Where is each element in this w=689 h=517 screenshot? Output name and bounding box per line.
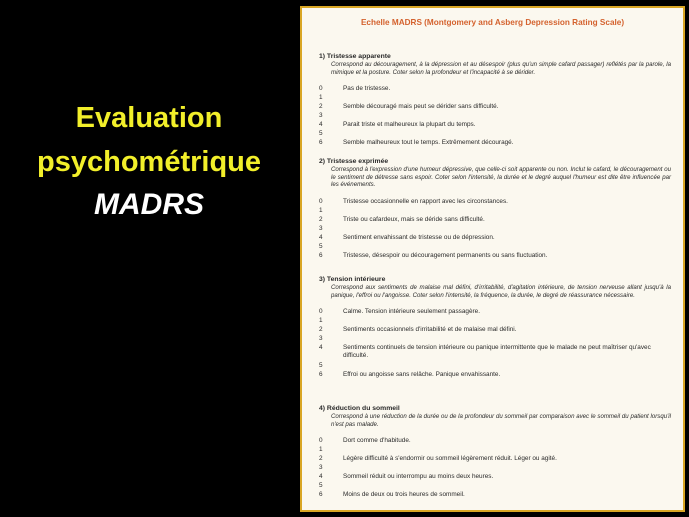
- score-number: 6: [319, 491, 323, 499]
- score-number: 4: [319, 121, 323, 129]
- score-text: Tristesse, désespoir ou découragement permanents ou sans fluctuation.: [343, 251, 548, 259]
- score-number: 1: [319, 446, 323, 454]
- slide-title-line1: Evaluation: [75, 102, 223, 134]
- score-text: Parait triste et malheureux la plupart du temps.: [343, 121, 476, 129]
- score-item: [319, 371, 671, 380]
- section-tristesse-apparente: [319, 53, 671, 148]
- score-number: 5: [319, 482, 323, 490]
- score-list: [319, 85, 671, 148]
- score-item: [319, 344, 671, 362]
- score-item: [319, 243, 671, 252]
- score-text: Dort comme d'habitude.: [343, 437, 411, 445]
- score-number: 4: [319, 233, 323, 241]
- score-number: 3: [319, 112, 323, 120]
- score-item: [319, 446, 671, 455]
- score-number: 0: [319, 85, 323, 93]
- score-number: 4: [319, 473, 323, 481]
- madrs-document: [300, 6, 685, 512]
- score-number: 0: [319, 308, 323, 316]
- score-text: Sentiments continuels de tension intérieure ou panique intermittente que le malade ne peut maîtriser qu'avec difficulté.: [343, 344, 651, 360]
- score-item: [319, 207, 671, 216]
- score-item: [319, 94, 671, 103]
- section-description: Correspond au découragement, à la dépression et au désespoir (plus qu'un simple cafard passager) reflétés par la parole, la mimique et la posture. Coter selon la profondeur et l'incapacité à se dérider.: [331, 61, 671, 76]
- score-item: [319, 103, 671, 112]
- score-item: [319, 234, 671, 243]
- score-list: [319, 308, 671, 380]
- score-item: [319, 225, 671, 234]
- score-text: Triste ou cafardeux, mais se déride sans difficulté.: [343, 215, 485, 223]
- score-text: Sentiments occasionnels d'irritabilité et de malaise mal défini.: [343, 326, 517, 334]
- slide-title-line2: psychométrique: [37, 146, 261, 178]
- score-number: 1: [319, 206, 323, 214]
- score-number: 1: [319, 317, 323, 325]
- score-item: [319, 491, 671, 500]
- score-number: 3: [319, 335, 323, 343]
- score-number: 5: [319, 242, 323, 250]
- score-number: 5: [319, 130, 323, 138]
- score-item: [319, 198, 671, 207]
- score-item: [319, 112, 671, 121]
- score-item: [319, 464, 671, 473]
- score-text: Légère difficulté à s'endormir ou sommeil légèrement réduit. Léger ou agité.: [343, 455, 557, 463]
- score-item: [319, 216, 671, 225]
- score-number: 4: [319, 344, 323, 352]
- score-number: 6: [319, 139, 323, 147]
- document-title: Echelle MADRS (Montgomery and Asberg Depression Rating Scale): [360, 18, 625, 27]
- score-item: [319, 437, 671, 446]
- section-tristesse-exprimee: [319, 158, 671, 261]
- score-text: Tristesse occasionnelle en rapport avec les circonstances.: [343, 197, 508, 205]
- score-text: Sommeil réduit ou interrompu au moins deux heures.: [343, 473, 494, 481]
- section-description: Correspond à l'expression d'une humeur dépressive, que celle-ci soit apparente ou non. Inclut le cafard, le découragement ou le sentiment de détresse sans espoir. Coter selon l'intensité, la durée et le degré auquel l'humeur est dite être influencée par les événements.: [331, 166, 671, 189]
- score-item: [319, 326, 671, 335]
- score-number: 2: [319, 103, 323, 111]
- section-heading: 3) Tension intérieure: [319, 276, 386, 283]
- score-number: 0: [319, 197, 323, 205]
- score-item: [319, 455, 671, 464]
- section-description: Correspond aux sentiments de malaise mal défini, d'irritabilité, d'agitation intérieure, de tension nerveuse allant jusqu'à la panique, l'effroi ou l'angoisse. Coter selon l'intensité, la fréquence, la durée, le degré de réassurance nécessaire.: [331, 284, 671, 299]
- section-heading: 4) Réduction du sommeil: [319, 405, 400, 412]
- score-item: [319, 139, 671, 148]
- score-number: 2: [319, 215, 323, 223]
- score-number: 6: [319, 251, 323, 259]
- score-text: Semble découragé mais peut se dérider sans difficulté.: [343, 103, 499, 111]
- score-number: 5: [319, 362, 323, 370]
- score-number: 3: [319, 224, 323, 232]
- score-text: Semble malheureux tout le temps. Extrêmement découragé.: [343, 139, 514, 147]
- score-number: 3: [319, 464, 323, 472]
- score-item: [319, 362, 671, 371]
- score-item: [319, 473, 671, 482]
- score-number: 1: [319, 94, 323, 102]
- score-list: [319, 437, 671, 500]
- score-item: [319, 252, 671, 261]
- score-number: 2: [319, 455, 323, 463]
- score-number: 6: [319, 371, 323, 379]
- score-item: [319, 85, 671, 94]
- score-item: [319, 308, 671, 317]
- section-heading: 1) Tristesse apparente: [319, 53, 391, 60]
- section-tension-interieure: [319, 276, 671, 380]
- section-heading: 2) Tristesse exprimée: [319, 158, 389, 165]
- score-text: Moins de deux ou trois heures de sommeil.: [343, 491, 465, 499]
- score-number: 0: [319, 437, 323, 445]
- score-text: Calme. Tension intérieure seulement passagère.: [343, 308, 481, 316]
- score-list: [319, 198, 671, 261]
- section-description: Correspond à une réduction de la durée ou de la profondeur du sommeil par comparaison avec le sommeil du patient lorsqu'il n'est pas malade.: [331, 413, 671, 428]
- score-item: [319, 482, 671, 491]
- section-reduction-sommeil: [319, 405, 671, 500]
- slide-title: [10, 96, 288, 184]
- score-text: Effroi ou angoisse sans relâche. Panique envahissante.: [343, 371, 501, 379]
- score-item: [319, 317, 671, 326]
- score-number: 2: [319, 326, 323, 334]
- slide-subtitle: MADRS: [94, 188, 204, 221]
- score-item: [319, 335, 671, 344]
- score-item: [319, 121, 671, 130]
- score-item: [319, 130, 671, 139]
- score-text: Sentiment envahissant de tristesse ou de dépression.: [343, 233, 495, 241]
- score-text: Pas de tristesse.: [343, 85, 391, 93]
